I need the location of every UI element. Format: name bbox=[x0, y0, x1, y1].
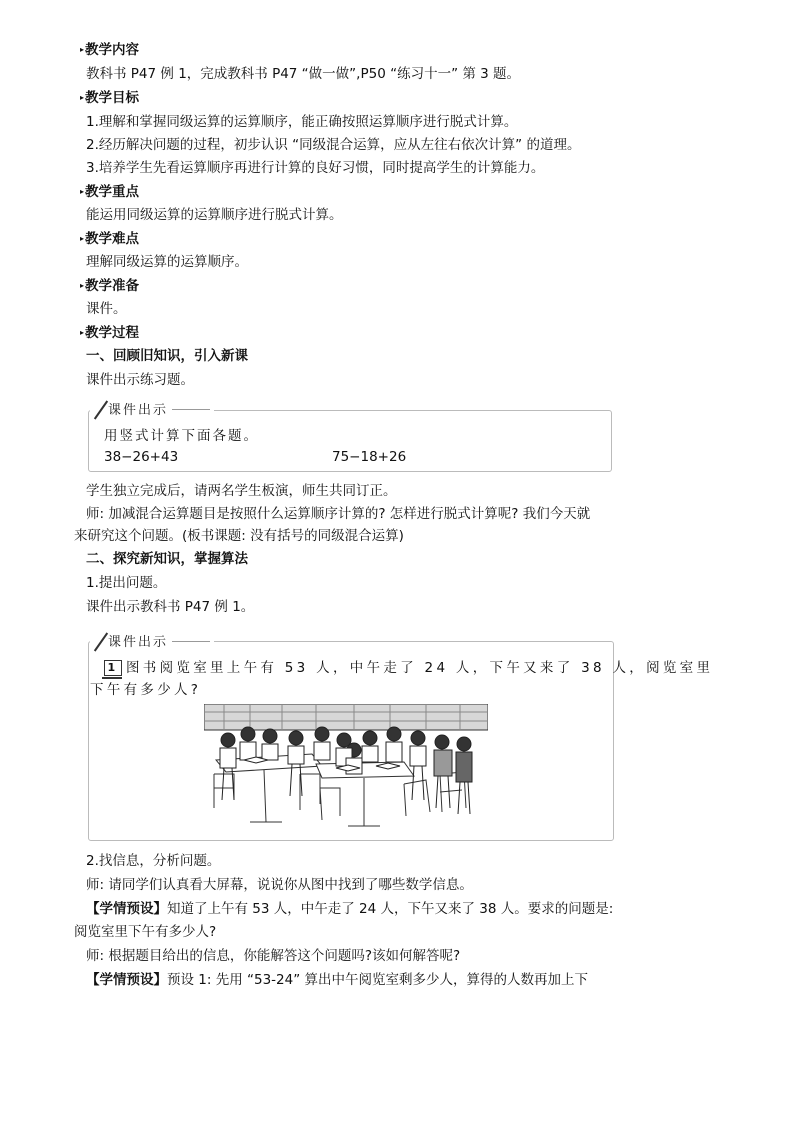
section1-after-2a: 师: 加减混合运算题目是按照什么运算顺序计算的? 怎样进行脱式计算呢? 我们今天就 bbox=[86, 506, 591, 522]
exercise-1: 38−26+43 bbox=[104, 449, 179, 465]
triangle-bullet-icon: ▸ bbox=[80, 93, 85, 102]
exercise-2: 75−18+26 bbox=[332, 449, 407, 465]
goal-item-1: 1.理解和掌握同级运算的运算顺序，能正确按照运算顺序进行脱式计算。 bbox=[86, 114, 518, 130]
courseware-box-1-title: 课件出示 bbox=[90, 401, 214, 419]
section1-title: 一、回顾旧知识，引入新课 bbox=[86, 348, 248, 364]
box-1-instruction: 用竖式计算下面各题。 bbox=[104, 428, 259, 444]
heading-difficulty: ▸教学难点 bbox=[80, 231, 140, 247]
heading-process: ▸教学过程 bbox=[80, 325, 140, 341]
section2-step1-text: 课件出示教科书 P47 例 1。 bbox=[86, 599, 255, 615]
section2-step1: 1.提出问题。 bbox=[86, 575, 167, 591]
content-text: 教科书 P47 例 1，完成教科书 P47 “做一做”,P50 “练习十一” 第 3 题。 bbox=[86, 66, 521, 82]
section2-title: 二、探究新知识，掌握算法 bbox=[86, 551, 248, 567]
presume-1a: 【学情预设】知道了上午有 53 人，中午走了 24 人，下午又来了 38 人。要求的问题是: bbox=[86, 901, 614, 917]
difficulty-text: 理解同级运算的运算顺序。 bbox=[86, 254, 248, 270]
key-text: 能运用同级运算的运算顺序进行脱式计算。 bbox=[86, 207, 343, 223]
example-number-badge: 1 bbox=[104, 660, 122, 676]
heading-goals: ▸教学目标 bbox=[80, 90, 140, 106]
prep-text: 课件。 bbox=[86, 301, 127, 317]
reading-room-illustration bbox=[204, 704, 488, 830]
triangle-bullet-icon: ▸ bbox=[80, 45, 85, 54]
triangle-bullet-icon: ▸ bbox=[80, 187, 85, 196]
presume-1b: 阅览室里下午有多少人? bbox=[74, 924, 217, 940]
heading-prep: ▸教学准备 bbox=[80, 278, 140, 294]
section1-intro: 课件出示练习题。 bbox=[86, 372, 194, 388]
presume-tag: 【学情预设】 bbox=[86, 972, 167, 988]
courseware-box-2-title: 课件出示 bbox=[90, 633, 214, 651]
title-rule bbox=[172, 409, 210, 410]
slash-icon bbox=[94, 633, 108, 649]
heading-key: ▸教学重点 bbox=[80, 184, 140, 200]
teacher-question-2: 师: 根据题目给出的信息，你能解答这个问题吗?该如何解答呢? bbox=[86, 948, 461, 964]
triangle-bullet-icon: ▸ bbox=[80, 328, 85, 337]
section1-after-1: 学生独立完成后，请两名学生板演，师生共同订正。 bbox=[86, 483, 397, 499]
example-line-1: 1 图书阅览室里上午有 53 人，中午走了 24 人，下午又来了 38 人，阅览室里 bbox=[104, 658, 713, 678]
triangle-bullet-icon: ▸ bbox=[80, 281, 85, 290]
slash-icon bbox=[94, 401, 108, 417]
example-line-2: 下午有多少人? bbox=[90, 682, 202, 698]
presume-tag: 【学情预设】 bbox=[86, 901, 167, 917]
presume-2: 【学情预设】预设 1: 先用 “53-24” 算出中午阅览室剩多少人，算得的人数再加上下 bbox=[86, 972, 589, 988]
title-rule bbox=[172, 641, 210, 642]
heading-content: ▸教学内容 bbox=[80, 42, 140, 58]
teacher-question-1: 师: 请同学们认真看大屏幕，说说你从图中找到了哪些数学信息。 bbox=[86, 877, 473, 893]
section2-step2: 2.找信息，分析问题。 bbox=[86, 853, 221, 869]
triangle-bullet-icon: ▸ bbox=[80, 234, 85, 243]
goal-item-3: 3.培养学生先看运算顺序再进行计算的良好习惯，同时提高学生的计算能力。 bbox=[86, 160, 545, 176]
section1-after-2b: 来研究这个问题。(板书课题: 没有括号的同级混合运算) bbox=[74, 528, 404, 544]
goal-item-2: 2.经历解决问题的过程，初步认识 “同级混合运算，应从左往右依次计算” 的道理。 bbox=[86, 137, 581, 153]
